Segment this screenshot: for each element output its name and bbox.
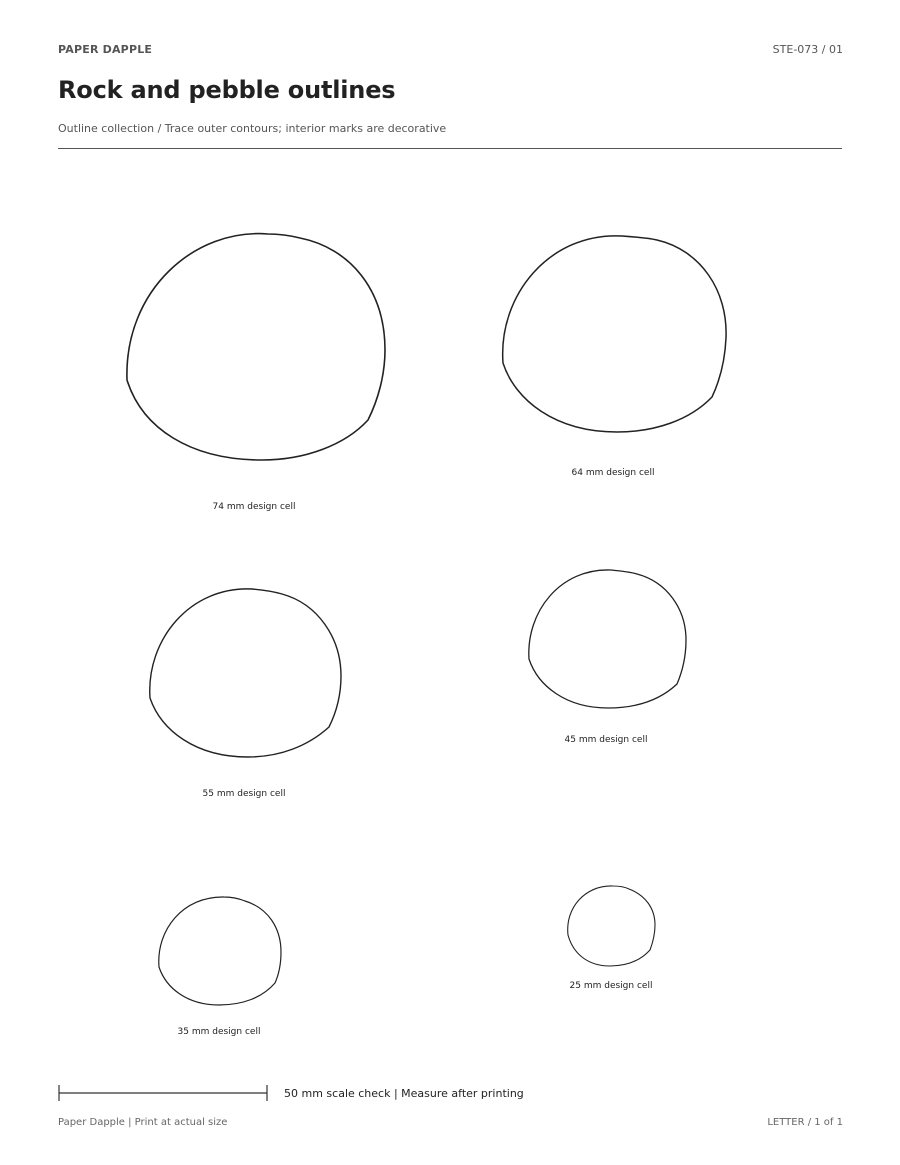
page-subtitle: Outline collection / Trace outer contours; interior marks are decorative xyxy=(58,122,447,135)
cell-label-25mm: 25 mm design cell xyxy=(569,981,653,991)
footer-left-text: Paper Dapple | Print at actual size xyxy=(58,1117,228,1128)
document-id: STE-073 / 01 xyxy=(772,43,843,56)
scale-bar-label: 50 mm scale check | Measure after printing xyxy=(284,1087,524,1100)
pebble-outline-64mm xyxy=(503,236,726,432)
pebble-outline-25mm xyxy=(568,886,655,966)
scale-bar xyxy=(59,1085,267,1101)
pebble-outline-55mm xyxy=(150,589,341,757)
page-title: Rock and pebble outlines xyxy=(58,76,396,104)
cell-label-55mm: 55 mm design cell xyxy=(202,789,286,799)
pebble-outline-45mm xyxy=(529,570,686,708)
cell-label-35mm: 35 mm design cell xyxy=(177,1027,261,1037)
brand-name: PAPER DAPPLE xyxy=(58,43,153,56)
pebble-outline-74mm xyxy=(127,234,385,460)
footer-page-info: LETTER / 1 of 1 xyxy=(767,1117,843,1128)
cell-label-45mm: 45 mm design cell xyxy=(564,735,648,745)
cell-label-64mm: 64 mm design cell xyxy=(571,468,655,478)
pebble-outline-35mm xyxy=(159,897,281,1005)
cell-label-74mm: 74 mm design cell xyxy=(212,502,296,512)
